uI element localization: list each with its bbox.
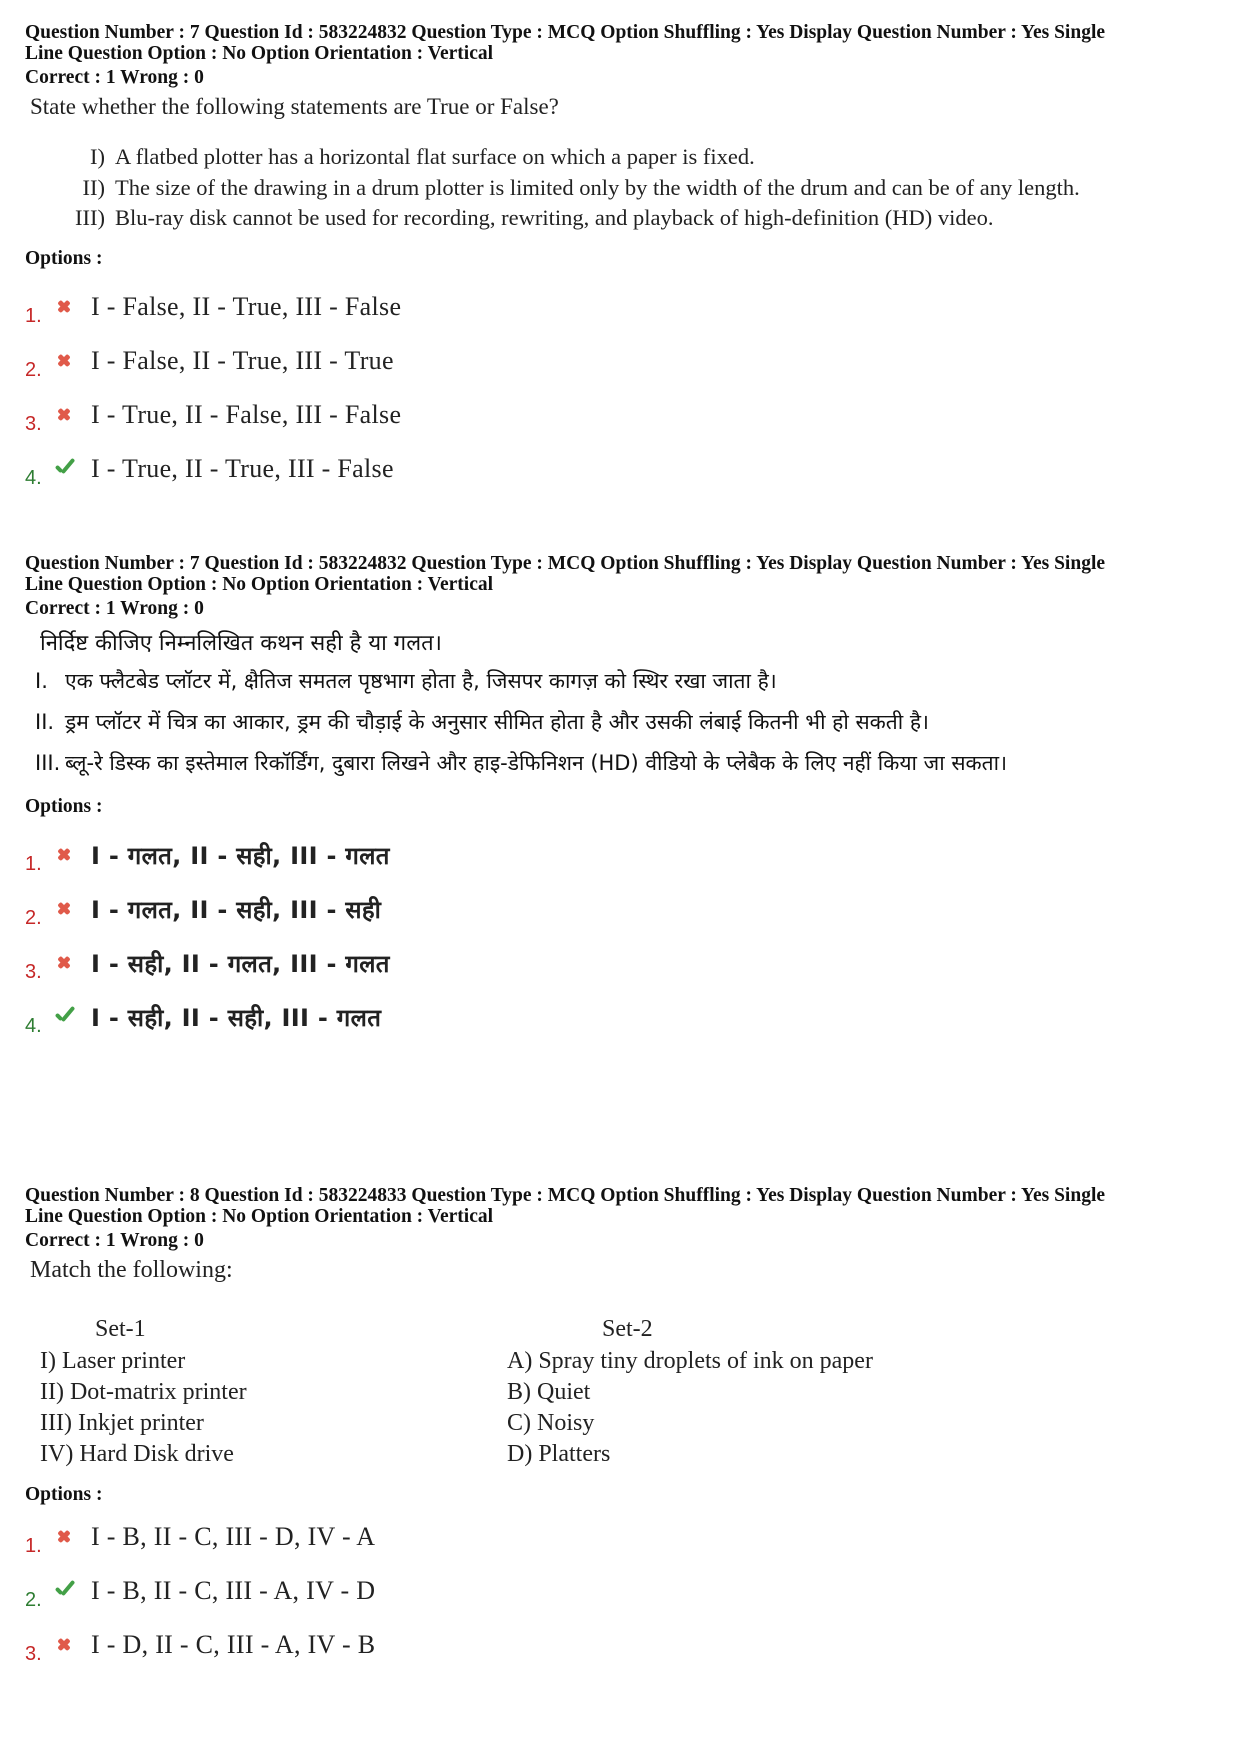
marking-scheme: Correct : 1 Wrong : 0 <box>25 1230 204 1251</box>
question-prompt: निर्दिष्ट कीजिए निम्नलिखित कथन सही है या गलत। <box>40 631 442 656</box>
question-prompt: State whether the following statements are True or False? <box>30 94 559 119</box>
option-item: 1. I - B, II - C, III - D, IV - A <box>25 1522 376 1557</box>
question-7-english <box>25 22 1220 496</box>
check-icon <box>51 1579 81 1603</box>
set-1-item: IV) Hard Disk drive <box>40 1441 234 1467</box>
option-list <box>25 828 1220 1044</box>
option-item: 2. I - गलत, II - सही, III - सही <box>25 895 382 929</box>
option-item: 2. I - False, II - True, III - True <box>25 345 394 381</box>
match-table <box>40 1314 1220 1470</box>
check-icon <box>51 457 81 481</box>
statement-item: III. ब्लू-रे डिस्क का इस्तेमाल रिकॉर्डिंग, दुबारा लिखने और हाइ-डेफिनिशन (HD) वीडियो के प्लेबैक के लिए नहीं किया जा सकता। <box>35 751 1008 775</box>
set-1-title: Set-1 <box>95 1316 146 1342</box>
set-2-column <box>507 1314 1107 1470</box>
cross-icon <box>51 349 81 373</box>
option-item: 3. I - सही, II - गलत, III - गलत <box>25 949 390 983</box>
question-meta: Question Number : 7 Question Id : 583224832 Question Type : MCQ Option Shuffling : Yes Display Question Number : Yes Single Line Question Option : No Option Orientation : Vertical <box>25 553 1106 595</box>
statement-item: II. ड्रम प्लॉटर में चित्र का आकार, ड्रम की चौड़ाई के अनुसार सीमित होता है और उसकी लंबाई कितनी भी हो सकती है। <box>35 710 929 734</box>
set-1-item: III) Inkjet printer <box>40 1410 204 1436</box>
option-item: 1. I - False, II - True, III - False <box>25 291 402 327</box>
cross-icon <box>51 1633 81 1657</box>
question-meta: Question Number : 7 Question Id : 583224832 Question Type : MCQ Option Shuffling : Yes Display Question Number : Yes Single Line Question Option : No Option Orientation : Vertical <box>25 22 1106 64</box>
check-icon <box>51 1005 81 1029</box>
option-item: 3. I - D, II - C, III - A, IV - B <box>25 1630 376 1665</box>
option-list <box>25 280 1220 496</box>
marking-scheme: Correct : 1 Wrong : 0 <box>25 67 204 88</box>
set-2-item: C) Noisy <box>507 1410 595 1436</box>
cross-icon <box>51 1525 81 1549</box>
statement-item: I) A flatbed plotter has a horizontal flat surface on which a paper is fixed. <box>90 144 755 169</box>
marking-scheme: Correct : 1 Wrong : 0 <box>25 598 204 619</box>
question-8 <box>25 1185 1220 1672</box>
option-list <box>25 1510 1220 1672</box>
set-2-item: B) Quiet <box>507 1379 591 1405</box>
question-meta: Question Number : 8 Question Id : 583224833 Question Type : MCQ Option Shuffling : Yes Display Question Number : Yes Single Line Question Option : No Option Orientation : Vertical <box>25 1185 1106 1227</box>
set-1-item: II) Dot-matrix printer <box>40 1379 247 1405</box>
option-item-correct: 4. I - सही, II - सही, III - गलत <box>25 1003 382 1037</box>
option-item-correct: 2. I - B, II - C, III - A, IV - D <box>25 1576 376 1611</box>
cross-icon <box>51 951 81 975</box>
options-label: Options : <box>25 247 103 269</box>
option-item: 3. I - True, II - False, III - False <box>25 399 402 435</box>
statement-item: I. एक फ्लैटबेड प्लॉटर में, क्षैतिज समतल पृष्ठभाग होता है, जिसपर कागज़ को स्थिर रखा जाता है। <box>35 669 777 693</box>
statement-item: III) Blu-ray disk cannot be used for recording, rewriting, and playback of high-definition (HD) video. <box>75 205 994 230</box>
options-label: Options : <box>25 796 103 817</box>
statement-list <box>60 142 1220 234</box>
set-2-item: A) Spray tiny droplets of ink on paper <box>507 1348 873 1374</box>
statement-item: II) The size of the drawing in a drum plotter is limited only by the width of the drum and can be of any length. <box>82 174 1080 200</box>
set-1-item: I) Laser printer <box>40 1348 186 1374</box>
options-label: Options : <box>25 1484 103 1505</box>
question-prompt: Match the following: <box>30 1257 233 1283</box>
set-2-title: Set-2 <box>602 1316 653 1342</box>
cross-icon <box>51 897 81 921</box>
option-item-correct: 4. I - True, II - True, III - False <box>25 453 394 489</box>
cross-icon <box>51 295 81 319</box>
statement-list <box>35 663 1220 782</box>
set-1-column <box>40 1314 507 1470</box>
option-item: 1. I - गलत, II - सही, III - गलत <box>25 841 390 875</box>
question-7-hindi <box>25 553 1220 1044</box>
cross-icon <box>51 403 81 427</box>
set-2-item: D) Platters <box>507 1441 611 1467</box>
cross-icon <box>51 843 81 867</box>
